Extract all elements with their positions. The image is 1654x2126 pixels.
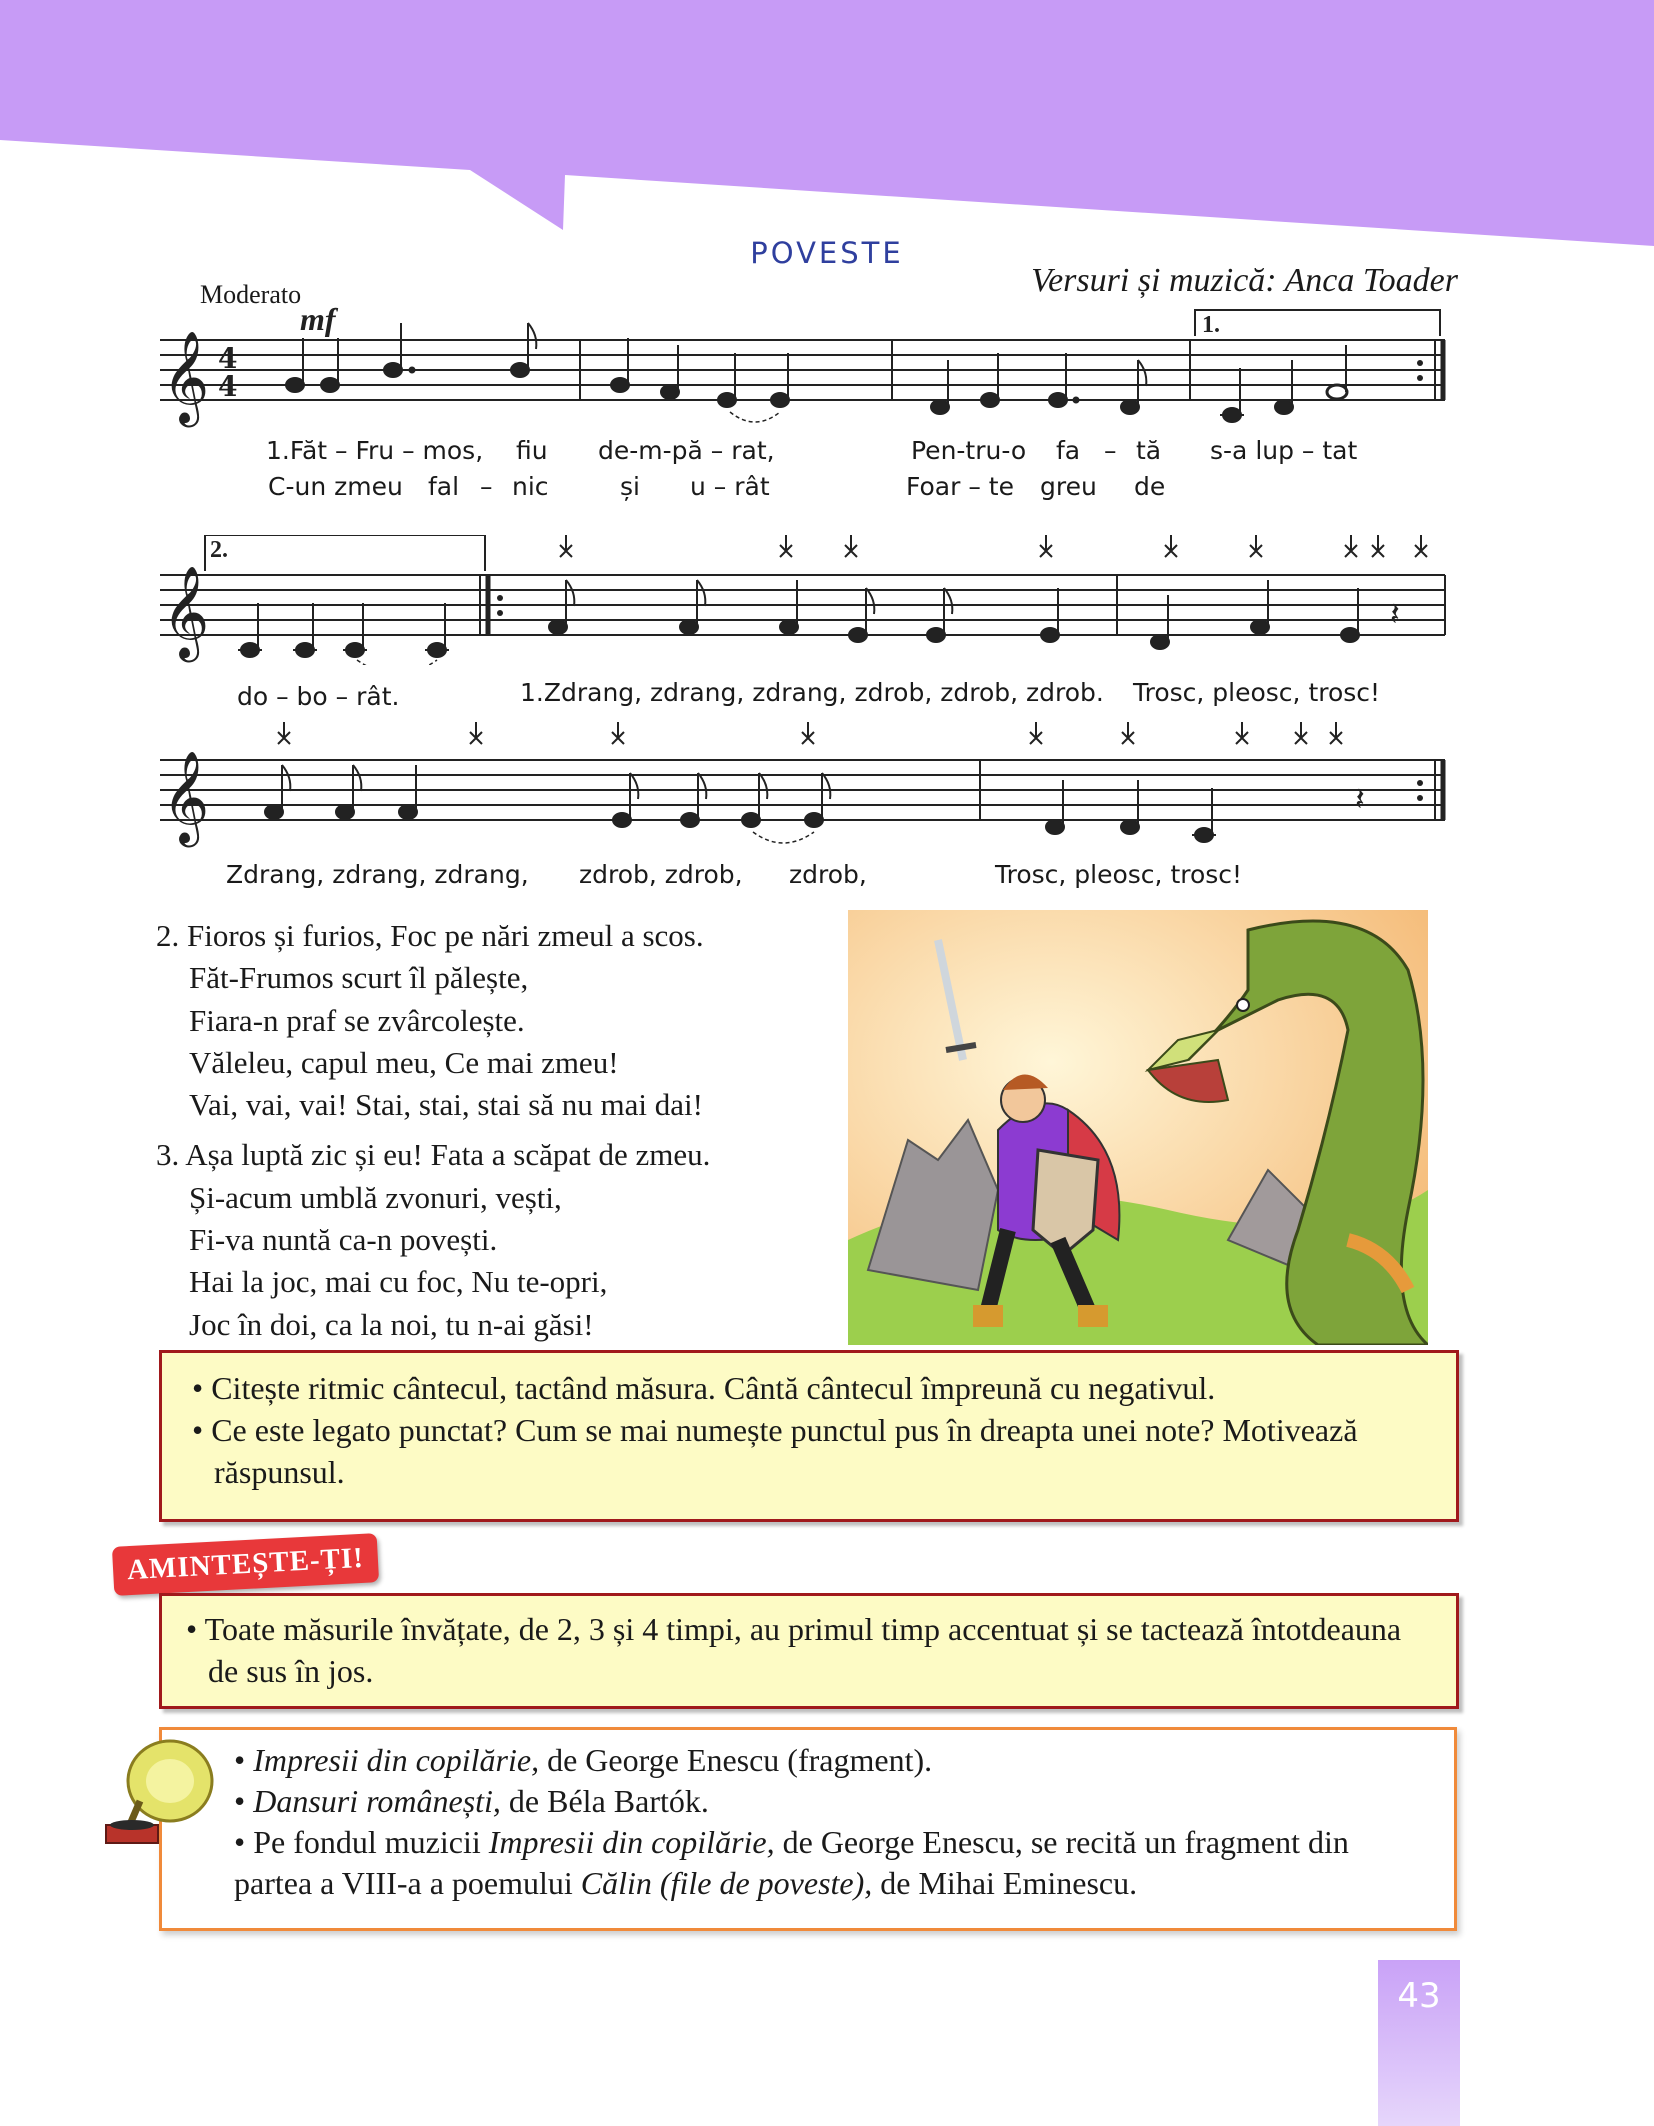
verse-line: Joc în doi, ca la noi, tu n-ai găsi! (189, 1306, 594, 1342)
lyric: do – bo – rât. (237, 682, 400, 711)
dynamic-mf: mf (300, 301, 336, 337)
svg-text:𝄽: 𝄽 (1390, 595, 1400, 633)
music-staff-1 (150, 300, 1460, 430)
lyric: u – rât (690, 472, 770, 501)
treble-clef: 𝄞 (162, 750, 210, 843)
lyric: nic (512, 472, 549, 501)
remember-box (159, 1593, 1459, 1709)
volta-2: 2. (210, 537, 228, 563)
listening-item: • Dansuri românești, de Béla Bartók. (234, 1783, 709, 1819)
lyric: 1.Zdrang, zdrang, zdrang, zdrob, zdrob, zdrob. (520, 678, 1104, 707)
tempo-marking: Moderato (200, 280, 302, 309)
top-banner (0, 0, 1654, 250)
svg-text:𝄽: 𝄽 (1355, 780, 1365, 818)
lyric: de (1134, 472, 1166, 501)
lyric: Pen-tru-o (911, 436, 1027, 465)
time-signature-top: 4 (218, 342, 238, 375)
music-staff-2 (150, 535, 1460, 665)
lyric: Foar – te (906, 472, 1014, 501)
page-number: 43 (1378, 1960, 1460, 2126)
treble-clef: 𝄞 (162, 330, 210, 423)
lyric: – (480, 472, 493, 501)
lyric: tă (1136, 436, 1162, 465)
verse-line: Văleleu, capul meu, Ce mai zmeu! (189, 1044, 619, 1080)
listening-item: • Impresii din copilărie, de George Enescu (fragment). (234, 1742, 933, 1778)
lyric: fal (428, 472, 460, 501)
lyric: fa (1056, 436, 1081, 465)
lyric: Trosc, pleosc, trosc! (1133, 678, 1381, 707)
lyric: s-a lup – tat (1210, 436, 1358, 465)
lyric: și (620, 472, 640, 501)
lyric: Zdrang, zdrang, zdrang, (226, 860, 529, 889)
volta-1: 1. (1202, 312, 1220, 338)
remember-text: • Toate măsurile învățate, de 2, 3 și 4 timpi, au primul timp accentuat și se tactează întotdeauna de sus în jos. (186, 1611, 1402, 1689)
lyric: C-un zmeu (268, 472, 403, 501)
prince-and-dragon-illustration (848, 910, 1428, 1345)
lyric: zdrob, zdrob, (579, 860, 743, 889)
task-item: • Citește ritmic cântecul, tactând măsura. Cântă cântecul împreună cu negativul. (192, 1370, 1216, 1406)
task-box (159, 1350, 1459, 1522)
verse-line: Fi-va nuntă ca-n povești. (189, 1222, 498, 1258)
music-staff-3 (150, 720, 1460, 860)
listening-box (159, 1727, 1457, 1931)
remember-label: AMINTEȘTE-ȚI! (112, 1533, 379, 1596)
verse-line: Fiara-n praf se zvârcolește. (189, 1002, 525, 1038)
song-title: POVESTE (750, 236, 904, 270)
treble-clef: 𝄞 (162, 565, 210, 658)
verse-line: Vai, vai, vai! Stai, stai, stai să nu mai dai! (189, 1087, 703, 1123)
lyric: de-m-pă – rat, (598, 436, 775, 465)
lyric: – (1104, 436, 1117, 465)
verse-line: Și-acum umblă zvonuri, vești, (189, 1179, 562, 1215)
song-credits: Versuri și muzică: Anca Toader (1031, 262, 1458, 299)
verse-line: Hai la joc, mai cu foc, Nu te-opri, (189, 1264, 608, 1300)
verse-line: Făt-Frumos scurt îl pălește, (189, 960, 529, 996)
verse-line: 3. Așa luptă zic și eu! Fata a scăpat de zmeu. (156, 1137, 711, 1173)
listening-item: • Pe fondul muzicii Impresii din copilărie, de George Enescu, se recită un fragment din partea a VIII-a a poemului Călin (file de poveste), de Mihai Eminescu. (234, 1824, 1349, 1901)
gramophone-icon (100, 1733, 218, 1853)
verse-line: 2. Fioros și furios, Foc pe nări zmeul a scos. (156, 918, 704, 953)
lyric: greu (1040, 472, 1097, 501)
song-verses (156, 915, 710, 1346)
lyric: 1.Făt – Fru – mos, (266, 436, 484, 465)
time-signature-bottom: 4 (218, 370, 238, 403)
task-item: • Ce este legato punctat? Cum se mai numește punctul pus în dreapta unei note? Motivează răspunsul. (192, 1412, 1358, 1490)
lyric: Trosc, pleosc, trosc! (995, 860, 1243, 889)
lyric: zdrob, (789, 860, 867, 889)
lyric: fiu (516, 436, 548, 465)
